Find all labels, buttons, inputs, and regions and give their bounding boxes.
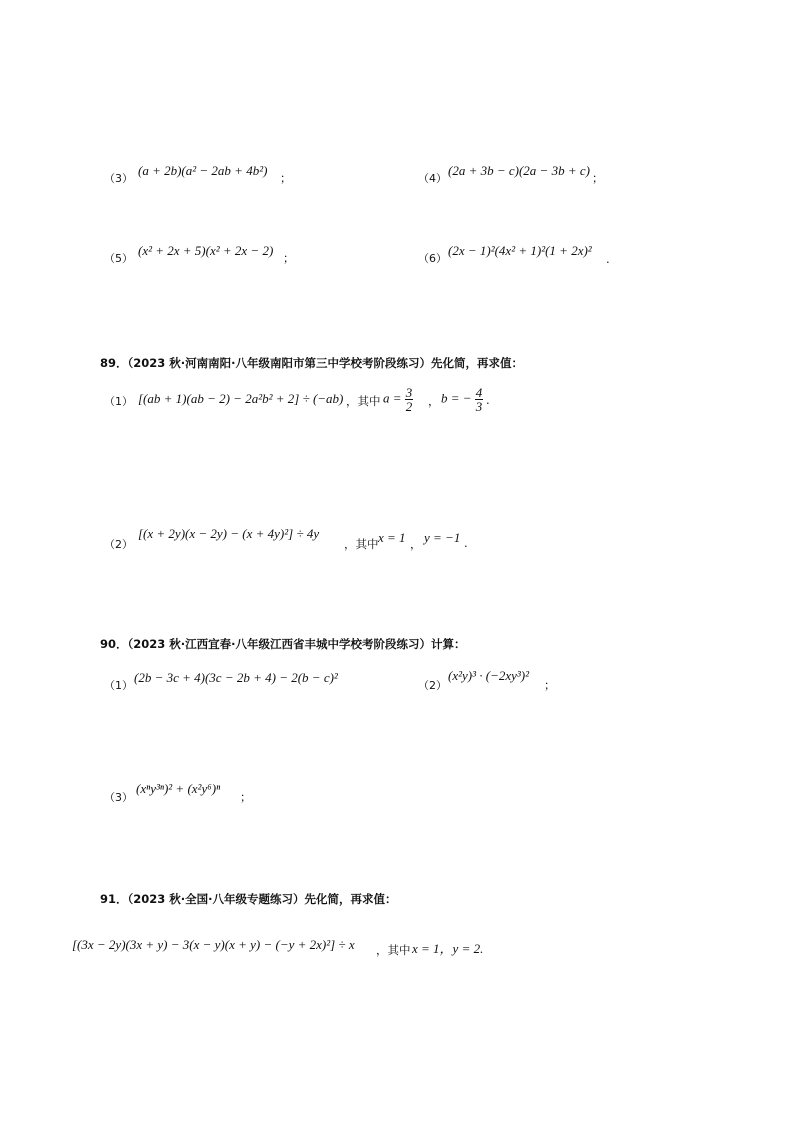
q89-part1-a-value: a = $\frac{3}{2}$ bbox=[383, 385, 413, 414]
item-4-end: ； bbox=[592, 171, 604, 185]
item-5-number: （5） bbox=[104, 252, 133, 265]
q89-part2-y-value: y = −1 bbox=[424, 530, 461, 545]
q89-part1-end: . bbox=[486, 393, 490, 407]
q89-part2-number: （2） bbox=[104, 538, 133, 551]
question-89-title: 89．（2023 秋·河南南阳·八年级南阳市第三中学校考阶段练习）先化简，再求值： bbox=[100, 356, 523, 370]
item-3-number: （3） bbox=[104, 172, 133, 185]
q90-part2-expression: (x²y)³ · (−2xy³)² bbox=[448, 668, 530, 683]
q89-part1-separator: ， bbox=[428, 394, 440, 408]
q91-condition: x = 1，y = 2. bbox=[412, 941, 484, 956]
q89-part2-where: ，其中 bbox=[344, 537, 379, 551]
item-4-expression: (2a + 3b − c)(2a − 3b + c) bbox=[448, 163, 590, 178]
q89-part2-end: . bbox=[464, 536, 468, 550]
q91-where: ，其中 bbox=[376, 943, 411, 957]
fraction-3-2: $\frac{3}{2}$ bbox=[405, 385, 413, 414]
item-6-expression: (2x − 1)²(4x² + 1)²(1 + 2x)² bbox=[448, 243, 592, 258]
q90-part1-number: （1） bbox=[104, 679, 133, 692]
item-5-end: ； bbox=[283, 251, 295, 265]
fraction-4-3: $\frac{4}{3}$ bbox=[475, 385, 483, 414]
q89-part2-x-value: x = 1 bbox=[378, 530, 406, 545]
item-6-number: （6） bbox=[418, 252, 447, 265]
q89-part1-number: （1） bbox=[104, 395, 133, 408]
q90-part3-number: （3） bbox=[104, 791, 133, 804]
item-6-end: . bbox=[606, 252, 610, 266]
q89-part2-expression: [(x + 2y)(x − 2y) − (x + 4y)²] ÷ 4y bbox=[138, 526, 320, 541]
q89-part1-b-value: b = − $\frac{4}{3}$ bbox=[441, 385, 483, 414]
item-5-expression: (x² + 2x + 5)(x² + 2x − 2) bbox=[138, 243, 274, 258]
q89-part1-expression: [(ab + 1)(ab − 2) − 2a²b² + 2] ÷ (−ab) bbox=[138, 391, 344, 406]
item-3-end: ； bbox=[280, 171, 292, 185]
question-91-title: 91．（2023 秋·全国·八年级专题练习）先化简，再求值： bbox=[100, 892, 397, 906]
question-90-title: 90．（2023 秋·江西宜春·八年级江西省丰城中学校考阶段练习）计算： bbox=[100, 637, 466, 651]
q90-part1-expression: (2b − 3c + 4)(3c − 2b + 4) − 2(b − c)² bbox=[134, 670, 338, 685]
item-4-number: （4） bbox=[418, 172, 447, 185]
q90-part2-end: ； bbox=[544, 678, 556, 692]
item-3-expression: (a + 2b)(a² − 2ab + 4b²) bbox=[138, 163, 268, 178]
q91-expression: [(3x − 2y)(3x + y) − 3(x − y)(x + y) − (−y + 2x)²] ÷ x bbox=[72, 937, 355, 952]
q90-part3-expression: (xⁿy³ⁿ)² + (x²y⁶)ⁿ bbox=[136, 781, 221, 796]
q90-part2-number: （2） bbox=[418, 679, 447, 692]
q89-part1-where: ，其中 bbox=[346, 394, 381, 408]
q89-part2-separator: ， bbox=[410, 537, 422, 551]
q90-part3-end: ； bbox=[240, 790, 252, 804]
